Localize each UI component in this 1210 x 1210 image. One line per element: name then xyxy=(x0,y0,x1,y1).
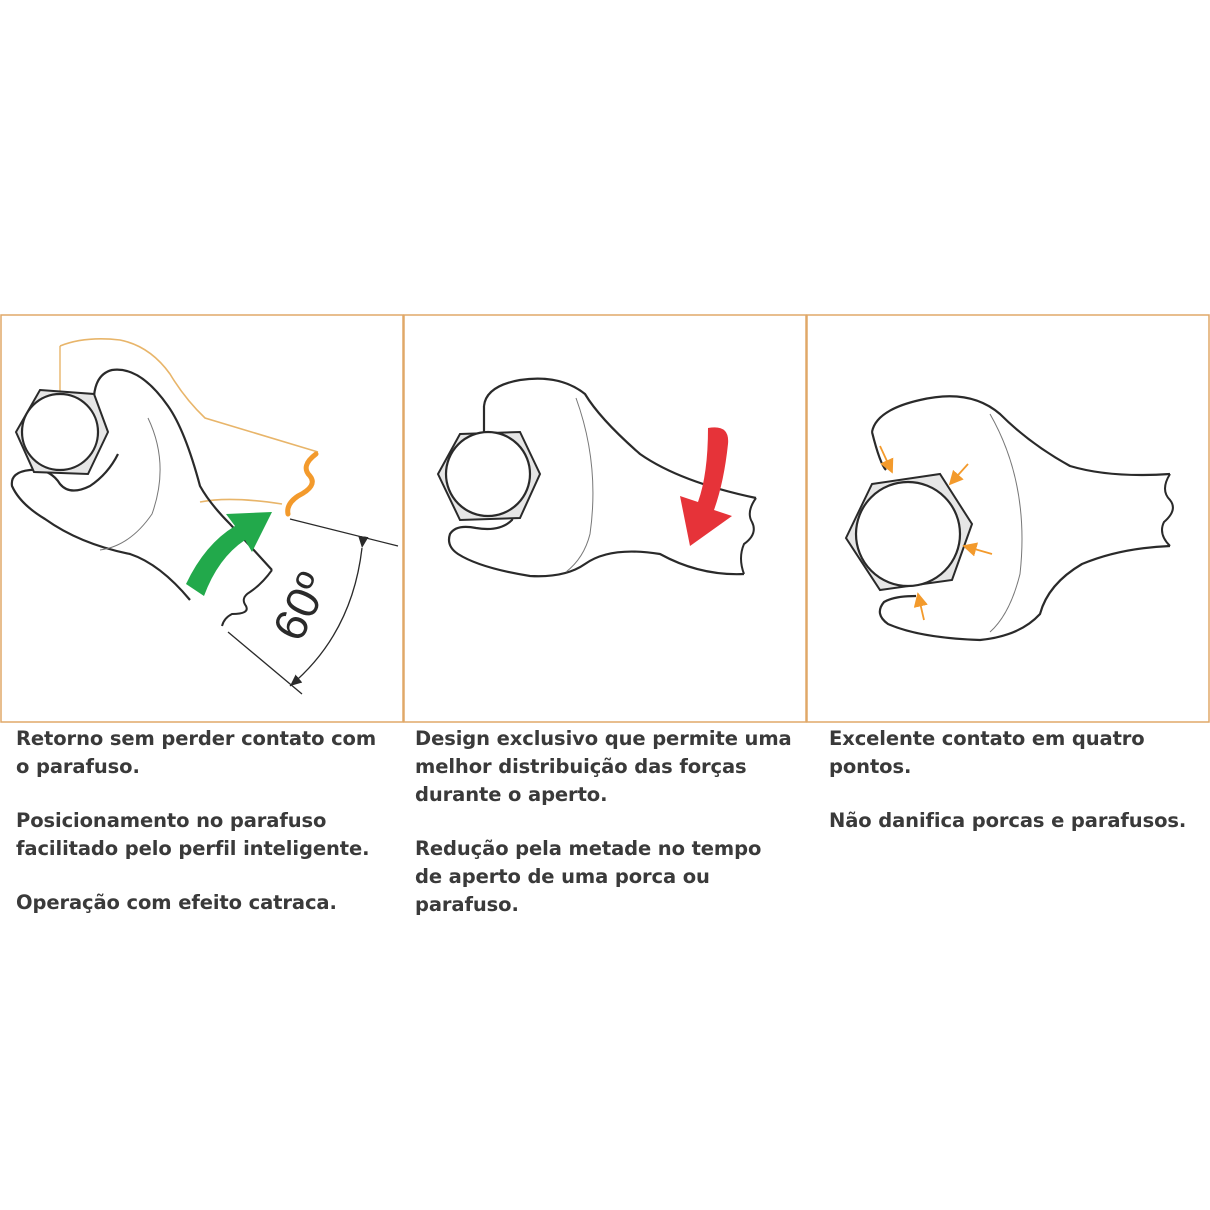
panel-3-illustration xyxy=(846,396,1173,640)
panel-1-illustration xyxy=(12,339,398,694)
contact-arrow-1 xyxy=(880,446,892,472)
wrench-diagram xyxy=(0,314,1210,724)
bolt-circle xyxy=(856,482,960,586)
red-force-arrow xyxy=(680,427,732,546)
bolt-circle xyxy=(22,394,98,470)
contact-arrow-3 xyxy=(964,546,992,554)
green-return-arrow xyxy=(186,512,272,596)
caption-paragraph: Redução pela metade no tempo de aperto de uma porca ou parafuso. xyxy=(415,837,762,916)
caption-panel-1 xyxy=(16,725,396,943)
caption-paragraph: Excelente contato em quatro pontos. xyxy=(829,727,1145,778)
ghost-break-mark xyxy=(288,454,316,514)
contact-arrow-2 xyxy=(950,464,968,484)
caption-paragraph: Retorno sem perder contato com o parafuso. xyxy=(16,727,377,778)
angle-reference-line-1 xyxy=(290,519,398,546)
contact-arrow-4 xyxy=(918,594,924,620)
caption-paragraph: Não danifica porcas e parafusos. xyxy=(829,809,1187,832)
panel-2-illustration xyxy=(438,379,756,577)
caption-paragraph: Design exclusivo que permite uma melhor distribuição das forças durante o aperto. xyxy=(415,727,792,806)
caption-paragraph: Posicionamento no parafuso facilitado pelo perfil inteligente. xyxy=(16,809,370,860)
caption-panel-2 xyxy=(415,725,795,945)
angle-label: 60º xyxy=(262,564,339,649)
caption-paragraph: Operação com efeito catraca. xyxy=(16,891,337,914)
caption-panel-3 xyxy=(829,725,1209,861)
bolt-circle xyxy=(446,432,530,516)
panel-frame-1 xyxy=(1,315,403,722)
